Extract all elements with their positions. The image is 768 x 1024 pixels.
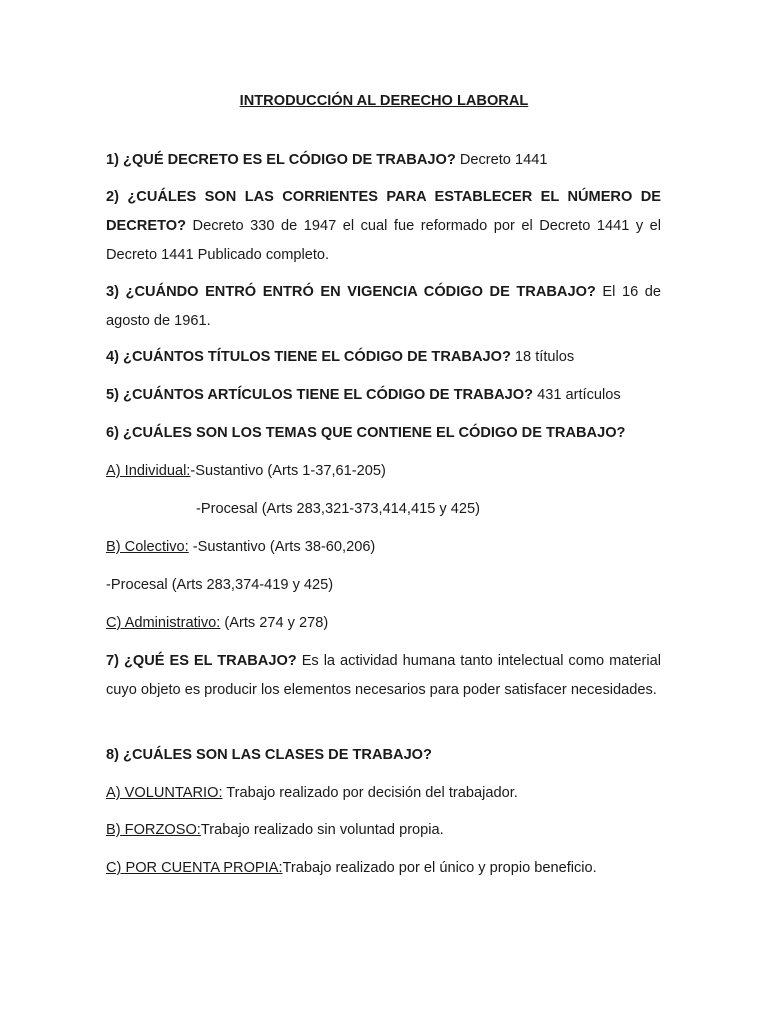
question-1 [106,146,661,175]
question-6 [106,419,661,448]
clase-voluntario [106,779,661,808]
question-2 [106,183,661,270]
clase-cuenta-propia [106,854,661,883]
clase-label: A) VOLUNTARIO: [106,785,223,801]
question-5 [106,381,661,410]
tema-label: A) Individual: [106,463,191,479]
tema-text: -Procesal (Arts 283,374-419 y 425) [106,577,334,593]
question-text: 6) ¿CUÁLES SON LOS TEMAS QUE CONTIENE EL CÓDIGO DE TRABAJO? [106,425,626,441]
question-4 [106,343,661,372]
question-7 [106,647,661,705]
clase-label: C) POR CUENTA PROPIA: [106,860,283,876]
question-8 [106,741,661,770]
question-3 [106,278,661,336]
clase-label: B) FORZOSO: [106,822,201,838]
question-text: 1) ¿QUÉ DECRETO ES EL CÓDIGO DE TRABAJO? [106,152,456,168]
answer-text: Decreto 1441 [455,152,548,168]
question-text: 8) ¿CUÁLES SON LAS CLASES DE TRABAJO? [106,747,432,763]
answer-text: Es la actividad humana tanto intelectual como material cuyo objeto es producir los elementos necesarios para poder satisfacer necesidades. [106,653,661,698]
clase-text: Trabajo realizado por el único y propio beneficio. [282,860,597,876]
answer-text: El 16 de agosto de 1961. [106,284,661,329]
answer-text: 431 artículos [533,387,621,403]
question-text: 7) ¿QUÉ ES EL TRABAJO? [106,653,297,669]
tema-text: -Sustantivo (Arts 1-37,61-205) [190,463,386,479]
tema-text: (Arts 274 y 278) [220,615,329,631]
tema-individual [106,457,661,486]
tema-colectivo-procesal [106,571,661,600]
answer-text: Decreto 330 de 1947 el cual fue reformado por el Decreto 1441 y el Decreto 1441 Publicado completo. [106,218,661,263]
document-title: INTRODUCCIÓN AL DERECHO LABORAL [239,93,529,109]
answer-text: 18 títulos [510,349,575,365]
tema-individual-procesal [196,495,661,524]
clase-forzoso [106,816,661,845]
question-text: 3) ¿CUÁNDO ENTRÓ ENTRÓ EN VIGENCIA CÓDIGO DE TRABAJO? [106,284,596,300]
tema-label: C) Administrativo: [106,615,221,631]
question-text: 5) ¿CUÁNTOS ARTÍCULOS TIENE EL CÓDIGO DE TRABAJO? [106,387,534,403]
clase-text: Trabajo realizado sin voluntad propia. [200,822,444,838]
tema-text: -Sustantivo (Arts 38-60,206) [188,539,376,555]
clase-text: Trabajo realizado por decisión del trabajador. [222,785,518,801]
tema-text: -Procesal (Arts 283,321-373,414,415 y 425) [196,501,480,517]
question-text: 2) ¿CUÁLES SON LAS CORRIENTES PARA ESTABLECER EL NÚMERO DE DECRETO? [106,189,661,234]
tema-label: B) Colectivo: [106,539,189,555]
tema-colectivo [106,533,661,562]
question-text: 4) ¿CUÁNTOS TÍTULOS TIENE EL CÓDIGO DE TRABAJO? [106,349,511,365]
tema-administrativo [106,609,661,638]
